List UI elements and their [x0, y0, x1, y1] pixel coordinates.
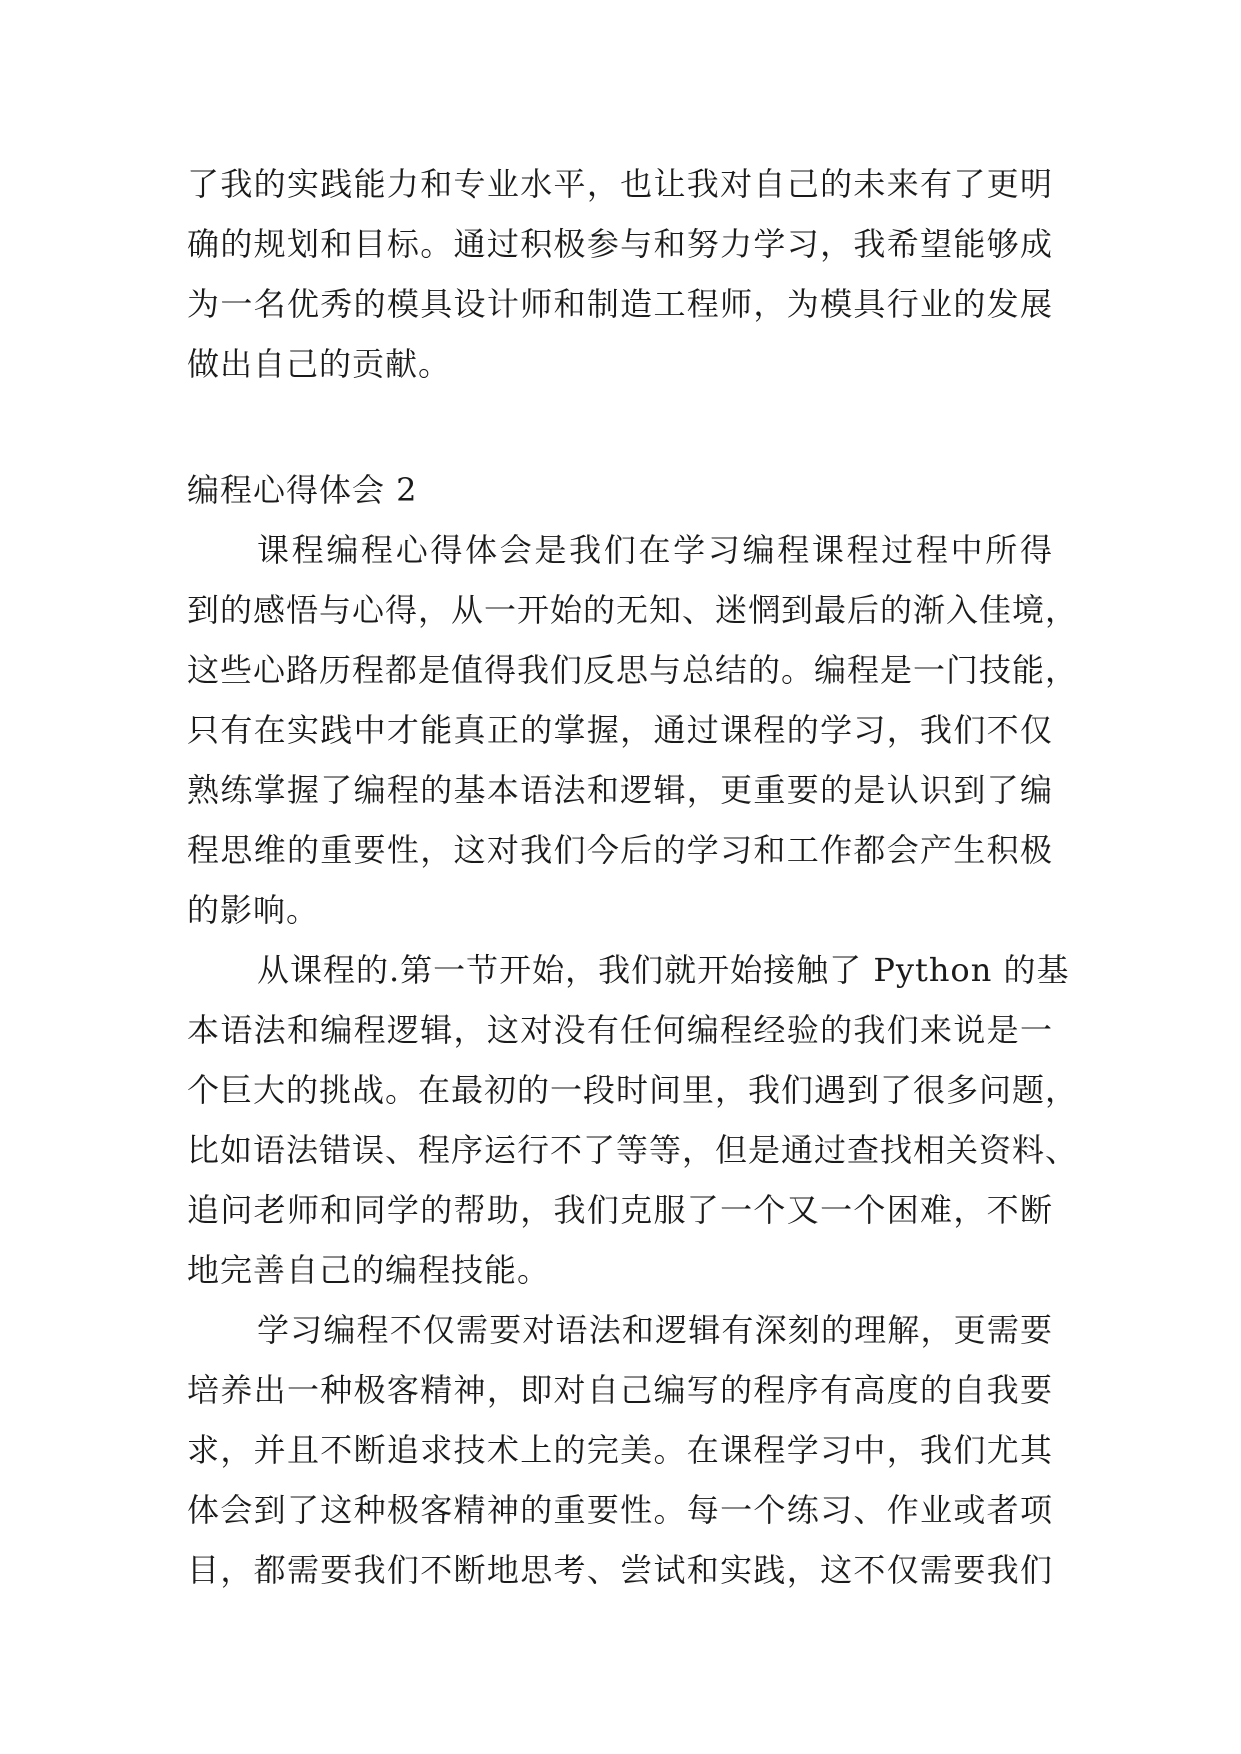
- text-line: 确的规划和目标。通过积极参与和努力学习，我希望能够成: [187, 225, 1053, 263]
- text-line: 体会到了这种极客精神的重要性。每一个练习、作业或者项: [187, 1491, 1053, 1529]
- text-line: 个巨大的挑战。在最初的一段时间里，我们遇到了很多问题，: [187, 1071, 1079, 1109]
- text-line: 求，并且不断追求技术上的完美。在课程学习中，我们尤其: [187, 1431, 1053, 1469]
- text-line: 地完善自己的编程技能。: [187, 1251, 551, 1289]
- text-line: 本语法和编程逻辑，这对没有任何编程经验的我们来说是一: [187, 1011, 1053, 1049]
- text-line: 了我的实践能力和专业水平，也让我对自己的未来有了更明: [187, 165, 1053, 203]
- section-gap: [187, 394, 1053, 460]
- paragraph-1: [187, 520, 1079, 940]
- text-line: 目，都需要我们不断地思考、尝试和实践，这不仅需要我们: [187, 1551, 1053, 1589]
- text-line: 从课程的.第一节开始，我们就开始接触了 Python 的基: [257, 951, 1070, 989]
- text-line: 做出自己的贡献。: [187, 345, 452, 383]
- text-line: 为一名优秀的模具设计师和制造工程师，为模具行业的发展: [187, 285, 1053, 323]
- paragraph-2: [187, 940, 1079, 1300]
- text-line: 追问老师和同学的帮助，我们克服了一个又一个困难，不断: [187, 1191, 1053, 1229]
- section-heading: 编程心得体会 2: [187, 471, 418, 509]
- document-body: [187, 154, 1079, 1600]
- text-line: 这些心路历程都是值得我们反思与总结的。编程是一门技能，: [187, 651, 1079, 689]
- paragraph-3: [187, 1300, 1053, 1600]
- text-line: 课程编程心得体会是我们在学习编程课程过程中所得: [257, 531, 1053, 569]
- text-line: 学习编程不仅需要对语法和逻辑有深刻的理解，更需要: [257, 1311, 1053, 1349]
- text-line: 程思维的重要性，这对我们今后的学习和工作都会产生积极: [187, 831, 1053, 869]
- text-line: 培养出一种极客精神，即对自己编写的程序有高度的自我要: [187, 1371, 1053, 1409]
- text-line: 到的感悟与心得，从一开始的无知、迷惘到最后的渐入佳境，: [187, 591, 1079, 629]
- text-line: 只有在实践中才能真正的掌握，通过课程的学习，我们不仅: [187, 711, 1053, 749]
- text-line: 比如语法错误、程序运行不了等等，但是通过查找相关资料、: [187, 1131, 1079, 1169]
- text-line: 的影响。: [187, 891, 320, 929]
- text-line: 熟练掌握了编程的基本语法和逻辑，更重要的是认识到了编: [187, 771, 1053, 809]
- continuation-paragraph: [187, 154, 1053, 394]
